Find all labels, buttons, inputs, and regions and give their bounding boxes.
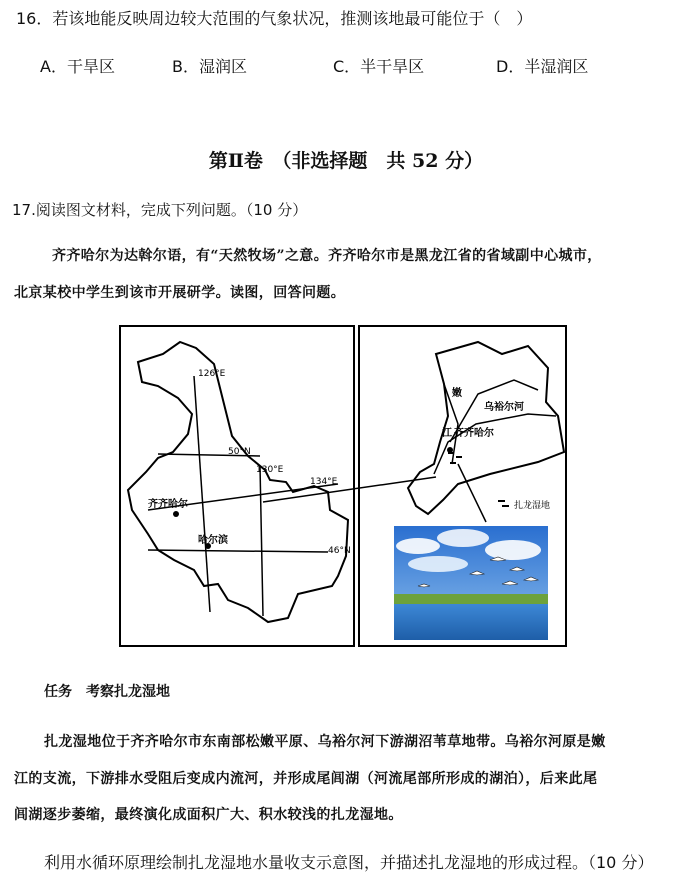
option-a: A．干旱区 <box>40 57 115 76</box>
label-zhalong: 扎龙湿地 <box>514 501 551 511</box>
intro-line-1: 齐齐哈尔为达斡尔语，有“天然牧场”之意。齐齐哈尔市是黑龙江省的省域副中心城市， <box>52 248 602 264</box>
option-b: B．湿润区 <box>172 57 247 76</box>
intro-line-2: 北京某校中学生到该市开展研学。读图，回答问题。 <box>14 285 346 301</box>
label-50n: 50°N <box>228 447 251 457</box>
wuyuer-river <box>434 414 556 474</box>
task-line-3: 闾湖逐步萎缩，最终演化成面积广大、积水较浅的扎龙湿地。 <box>14 807 403 823</box>
wetland-marks <box>448 452 509 507</box>
option-c: C．半干旱区 <box>333 57 425 76</box>
task-title: 任务 考察扎龙湿地 <box>44 684 170 700</box>
label-134e: 134°E <box>310 477 338 487</box>
label-nen: 嫩 <box>452 388 462 399</box>
wetland-photo <box>394 526 548 640</box>
section-title: 第Ⅱ卷 （非选择题 共 52 分） <box>208 150 484 172</box>
task-line-1: 扎龙湿地位于齐齐哈尔市东南部松嫩平原、乌裕尔河下游湖沼苇草地带。乌裕尔河原是嫩 <box>44 734 606 750</box>
label-46n: 46°N <box>328 546 351 556</box>
label-126e: 126°E <box>198 369 226 379</box>
label-130e: 130°E <box>256 465 284 475</box>
question-16-stem: 16．若该地能反映周边较大范围的气象状况，推测该地最可能位于（ ） <box>16 9 533 28</box>
qiqihar-dot <box>173 511 179 517</box>
label-harbin: 哈尔滨 <box>198 535 228 546</box>
map-figure <box>118 324 568 650</box>
question-17-prompt: 利用水循环原理绘制扎龙湿地水量收支示意图，并描述扎龙湿地的形成过程。（10 分） <box>44 853 654 872</box>
label-wuyuer: 乌裕尔河 <box>484 402 524 413</box>
label-qiqihar-right: 齐齐哈尔 <box>454 428 494 439</box>
label-qiqihar-left: 齐齐哈尔 <box>148 499 188 510</box>
task-line-2: 江的支流，下游排水受阻后变成内流河，并形成尾闾湖（河流尾部所形成的湖泊），后来此尾 <box>14 771 598 787</box>
question-17-stem: 17.阅读图文材料，完成下列问题。（10 分） <box>12 201 308 219</box>
option-d: D．半湿润区 <box>496 57 589 76</box>
label-jiang: 江 <box>442 428 452 439</box>
connector-line <box>263 477 436 502</box>
